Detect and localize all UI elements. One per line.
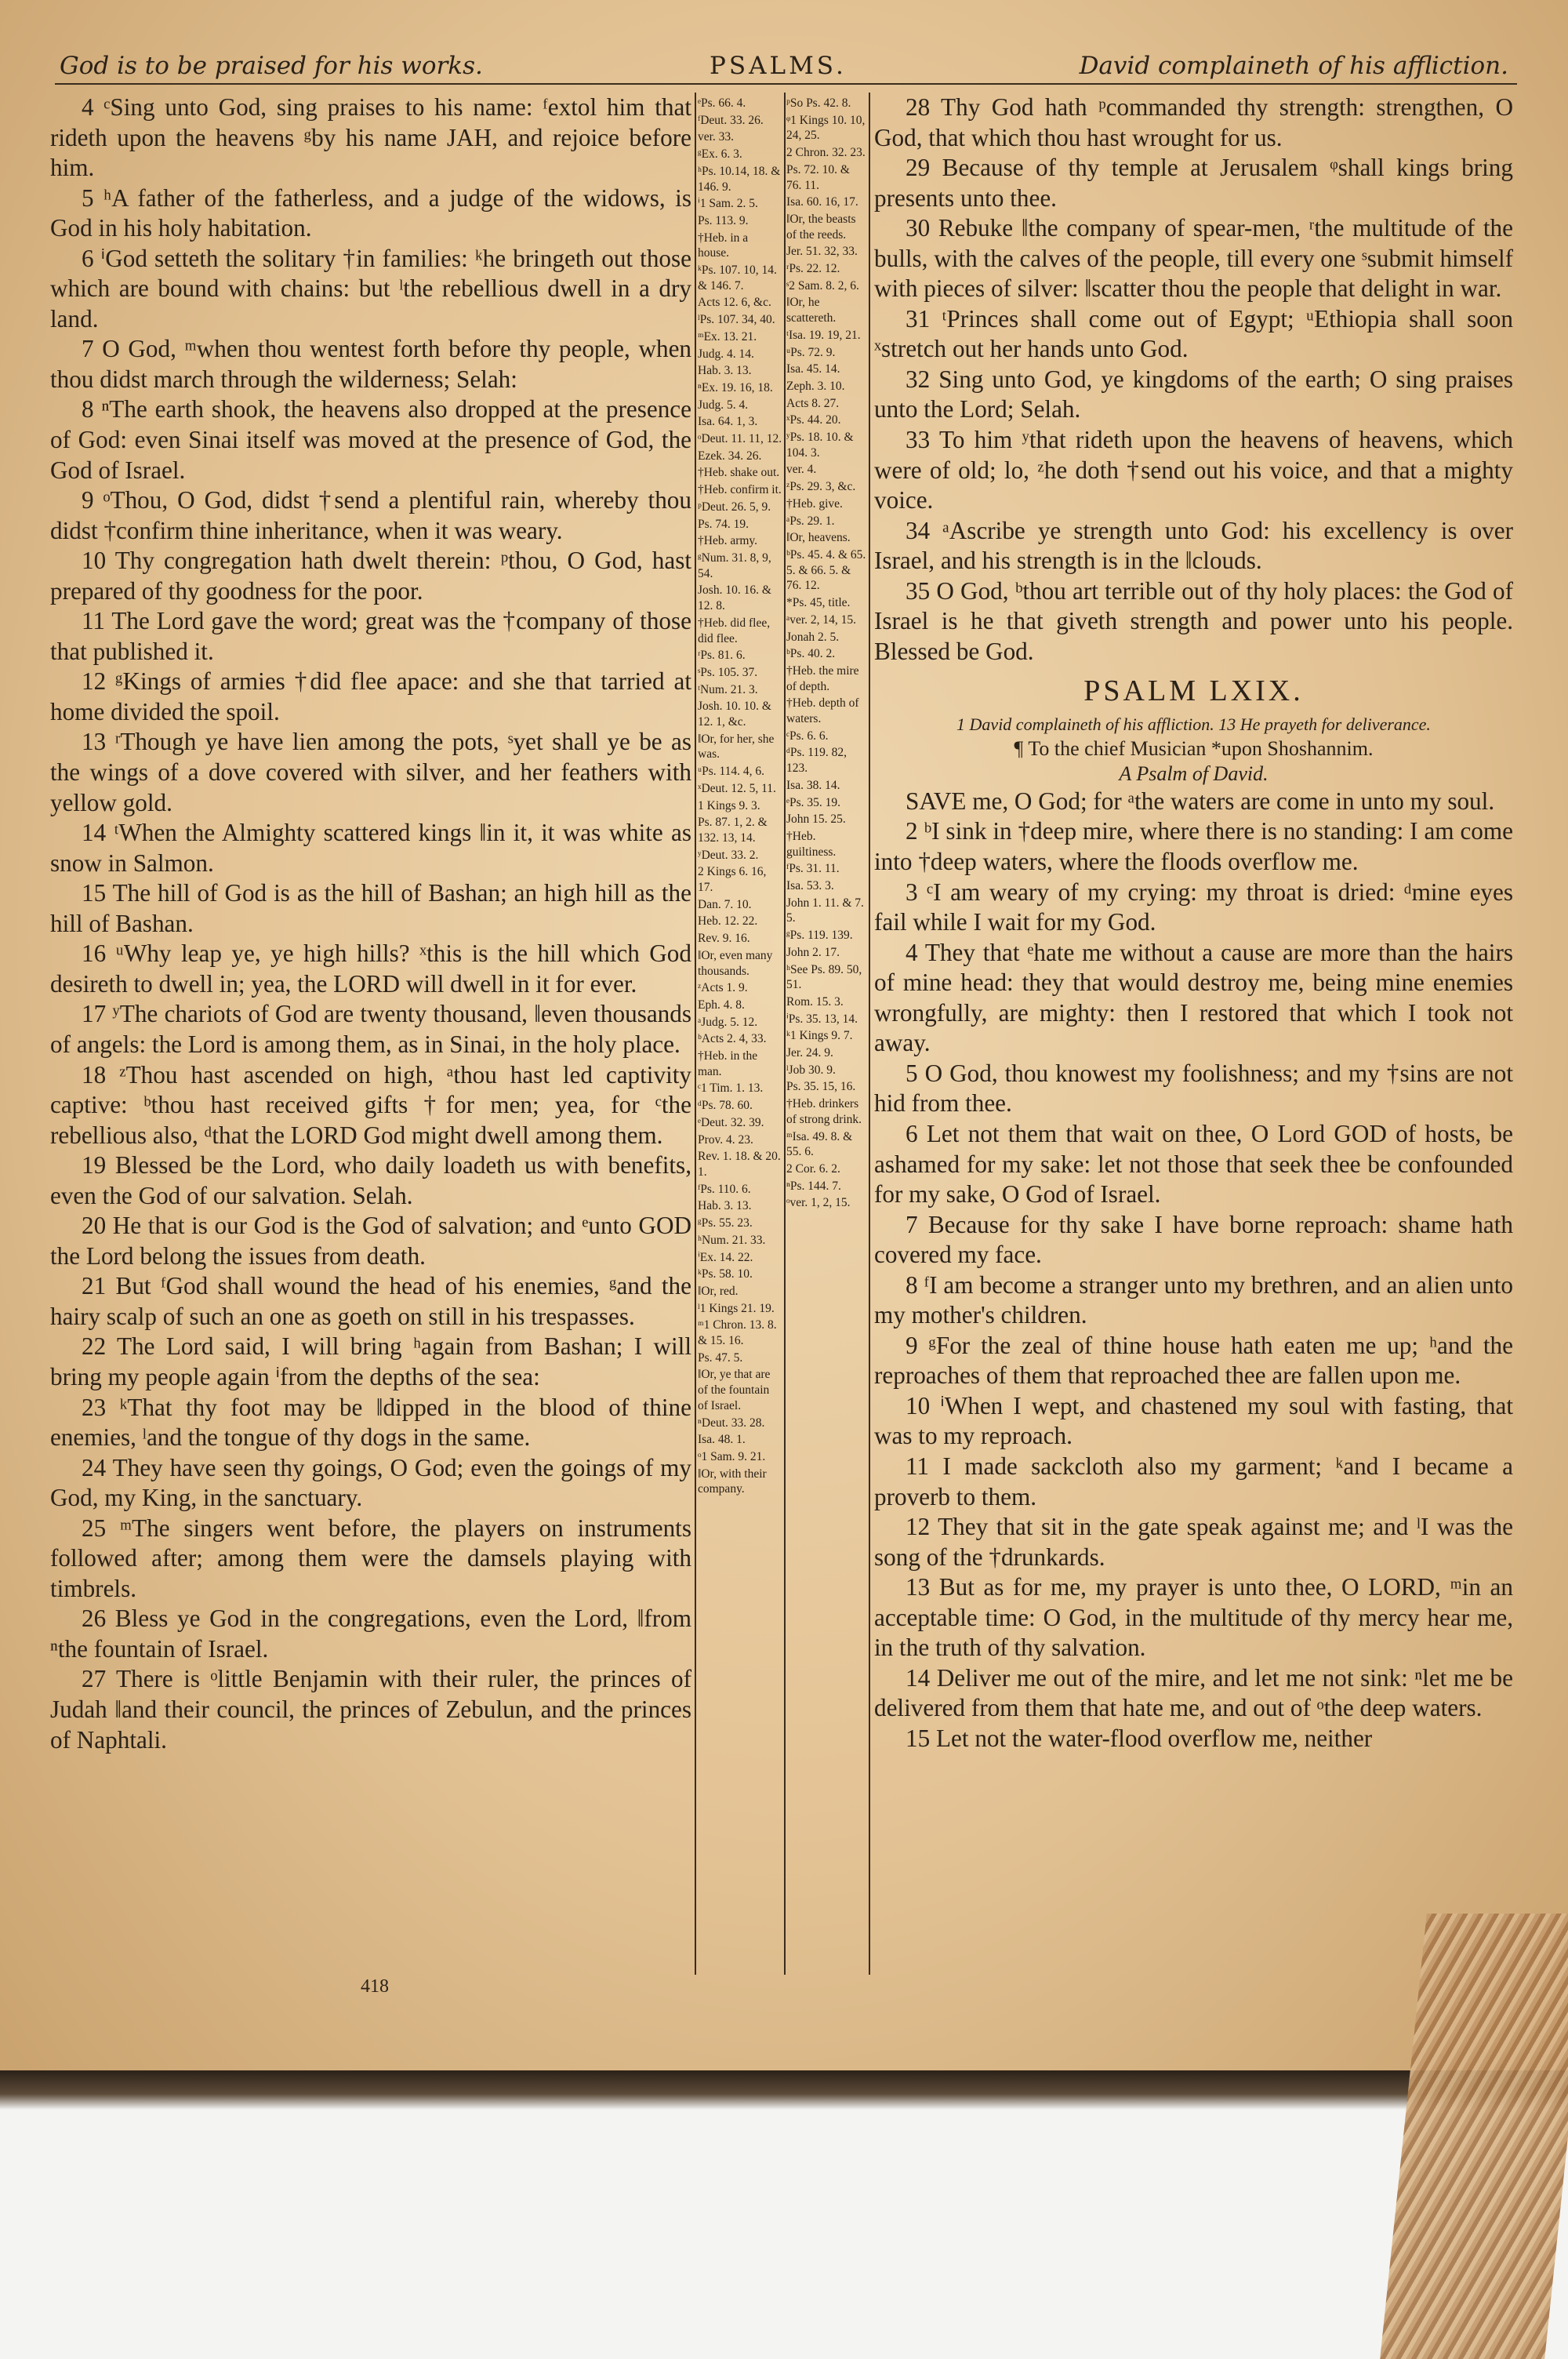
cross-reference: ᵠ1 Kings 10. 10, 24, 25. — [786, 113, 866, 143]
cross-reference: ᵒver. 1, 2, 15. — [786, 1196, 851, 1210]
verse: 31 ᵗPrinces shall come out of Egypt; ᵘEthiopia shall soon ˣstretch out her hands unto God. — [874, 304, 1513, 363]
cross-reference: ‖Or, red. — [698, 1284, 739, 1298]
verse: 19 Blessed be the Lord, who daily loadeth us with benefits, even the God of our salvation. Selah. — [50, 1151, 691, 1209]
cross-reference: 2 Kings 6. 16, 17. — [698, 865, 767, 895]
verse: 14 ᵗWhen the Almighty scattered kings ‖in it, it was white as snow in Salmon. — [50, 819, 691, 877]
cross-reference: Isa. 53. 3. — [786, 879, 834, 893]
cross-reference: ˡ1 Kings 21. 19. — [698, 1301, 775, 1315]
cross-reference: ᵍNum. 31. 8, 9, 54. — [698, 551, 771, 580]
verse: 7 O God, ᵐwhen thou wentest forth before thy people, when thou didst march through the wilderness; Selah: — [50, 335, 691, 393]
cross-reference: Judg. 5. 4. — [698, 398, 749, 412]
cross-reference: 1 Kings 9. 3. — [698, 798, 760, 812]
verse: 8 ᶠI am become a stranger unto my brethren, and an alien unto my mother's children. — [874, 1270, 1513, 1329]
cross-reference: Hab. 3. 13. — [698, 364, 752, 378]
verse: 8 ⁿThe earth shook, the heavens also dropped at the presence of God: even Sinai itself was moved at the presence of God, the God of Israel. — [50, 395, 691, 484]
page-bottom-edge — [0, 2070, 1568, 2110]
cross-reference: ᵏ1 Kings 9. 7. — [786, 1029, 853, 1043]
cross-reference: Rev. 1. 18. & 20. 1. — [698, 1150, 781, 1179]
cross-reference: ˢ2 Sam. 8. 2, 6. — [786, 278, 859, 293]
verse: 3 ᶜI am weary of my crying: my throat is dried: ᵈmine eyes fail while I wait for my God. — [874, 878, 1513, 936]
verse: SAVE me, O God; for ᵃthe waters are come in unto my soul. — [906, 787, 1495, 815]
cross-reference: Jonah 2. 5. — [786, 630, 840, 644]
verse: 11 The Lord gave the word; great was the †company of those that published it. — [50, 607, 691, 665]
cross-reference: ⁿEx. 19. 16, 18. — [698, 380, 773, 394]
cross-reference: ver. 4. — [786, 463, 817, 477]
cross-reference: ᵍEx. 6. 3. — [698, 147, 742, 162]
verse: 17 ʸThe chariots of God are twenty thousand, ‖even thousands of angels: the Lord is among them, as in Sinai, in the holy place. — [50, 1000, 691, 1058]
verse: 13 ʳThough ye have lien among the pots, ˢyet shall ye be as the wings of a dove covered with silver, and her feathers with yellow gold. — [50, 728, 691, 816]
verse: 14 Deliver me out of the mire, and let me not sink: ⁿlet me be delivered from them that hate me, and out of ᵒthe deep waters. — [874, 1663, 1513, 1722]
cross-reference: Rom. 15. 3. — [786, 994, 844, 1009]
verse: 27 There is ᵒlittle Benjamin with their ruler, the princes of Judah ‖and their council, the princes of Zebulun, and the princes of Naphtali. — [50, 1665, 691, 1754]
cross-reference: Ps. 47. 5. — [698, 1350, 743, 1365]
verse: 33 To him ʸthat rideth upon the heavens of heavens, which were of old; lo, ᶻhe doth †send out his voice, and that a mighty voice. — [874, 426, 1513, 514]
verse: 20 He that is our God is the God of salvation; and ᵉunto GOD the Lord belong the issues from death. — [50, 1212, 691, 1270]
verse: 2 ᵇI sink in †deep mire, where there is no standing: I am come into †deep waters, where the floods overflow me. — [874, 817, 1513, 876]
verse: 6 ⁱGod setteth the solitary †in families: ᵏhe bringeth out those which are bound with chains: but ˡthe rebellious dwell in a dry land. — [50, 244, 691, 333]
cross-reference: ᵘPs. 72. 9. — [786, 345, 836, 359]
cross-reference: Isa. 64. 1, 3. — [698, 415, 758, 429]
cross-reference: Judg. 4. 14. — [698, 347, 754, 361]
cross-reference: ver. 33. — [698, 130, 735, 144]
cross-reference: ᵖSo Ps. 42. 8. — [786, 96, 851, 110]
verse: 32 Sing unto God, ye kingdoms of the earth; O sing praises unto the Lord; Selah. — [874, 365, 1513, 423]
cross-reference: ᵐ1 Chron. 13. 8. & 15. 16. — [698, 1318, 777, 1348]
cross-reference: ᵐIsa. 49. 8. & 55. 6. — [786, 1129, 853, 1159]
cross-reference: Jer. 51. 32, 33. — [786, 245, 858, 259]
psalm-68-verses-end — [874, 93, 1513, 667]
cross-reference: ᵇPs. 40. 2. — [786, 647, 836, 661]
cross-reference: ᵒDeut. 11. 11, 12. — [698, 432, 782, 446]
verse: 34 ᵃAscribe ye strength unto God: his excellency is over Israel, and his strength is in the ‖clouds. — [874, 516, 1513, 575]
cross-reference: ᵘPs. 114. 4, 6. — [698, 765, 765, 779]
cross-reference: ᵇActs 2. 4, 33. — [698, 1032, 767, 1046]
cross-reference: ᵏPs. 107. 10, 14. & 146. 7. — [698, 264, 777, 293]
cross-reference: ᵇPs. 45. 4. & 65. 5. & 66. 5. & 76. 12. — [786, 547, 866, 593]
verse: 29 Because of thy temple at Jerusalem ᵠshall kings bring presents unto thee. — [874, 154, 1513, 212]
cross-reference: ˡJob 30. 9. — [786, 1063, 836, 1077]
cross-reference: ᵗIsa. 19. 19, 21. — [786, 328, 861, 342]
cross-reference: Zeph. 3. 10. — [786, 379, 845, 393]
cross-reference: ᶻPs. 29. 3, &c. — [786, 480, 856, 494]
verse: 4 ᶜSing unto God, sing praises to his name: ᶠextol him that rideth upon the heavens ᵍby his name JAH, and rejoice before him. — [50, 93, 691, 182]
cross-reference: Ps. 113. 9. — [698, 213, 749, 227]
cross-reference: *Ps. 45, title. — [786, 596, 851, 610]
cross-reference: ᵏPs. 58. 10. — [698, 1267, 753, 1281]
verse: 7 Because for thy sake I have borne reproach: shame hath covered my face. — [874, 1210, 1513, 1269]
cross-reference: ʰSee Ps. 89. 50, 51. — [786, 962, 862, 992]
left-text-column — [50, 93, 691, 1755]
cross-reference: Isa. 45. 14. — [786, 362, 840, 376]
cross-reference: ˣDeut. 12. 5, 11. — [698, 781, 776, 795]
cross-reference: ᶠDeut. 33. 26. — [698, 113, 764, 127]
cross-reference: ʳPs. 81. 6. — [698, 649, 746, 663]
cross-reference: ᵉPs. 35. 19. — [786, 795, 841, 809]
verse: 12 ᵍKings of armies †did flee apace: and she that tarried at home divided the spoil. — [50, 667, 691, 725]
cross-references-column-b — [786, 96, 866, 1212]
verse: 15 The hill of God is as the hill of Bashan; an high hill as the hill of Bashan. — [50, 879, 691, 937]
cross-reference: ‖Or, he scattereth. — [786, 296, 837, 325]
psalm-title: PSALM LXIX. — [1083, 674, 1304, 708]
psalm-69-verses — [874, 787, 1513, 1754]
cross-reference: ᵉPs. 66. 4. — [698, 96, 746, 110]
verse: 28 Thy God hath ᵖcommanded thy strength: strengthen, O God, that which thou hast wrought for us. — [874, 93, 1513, 151]
verse: 10 Thy congregation hath dwelt therein: ᵖthou, O God, hast prepared of thy goodness for the poor. — [50, 547, 691, 605]
cross-reference: ᵃJudg. 5. 12. — [698, 1015, 758, 1029]
cross-reference: ⁱEx. 14. 22. — [698, 1250, 753, 1264]
verse: 18 ᶻThou hast ascended on high, ᵃthou hast led captivity captive: ᵇthou hast received gifts †for men; yea, for ᶜthe rebellious also, ᵈthat the LORD God might dwell among them. — [50, 1060, 691, 1149]
psalm-attribution: A Psalm of David. — [1119, 761, 1269, 785]
cross-references-column-a — [698, 96, 782, 1499]
cross-reference: Ps. 74. 19. — [698, 517, 750, 531]
cross-reference: Ezek. 34. 26. — [698, 449, 762, 463]
verse: 23 ᵏThat thy foot may be ‖dipped in the blood of thine enemies, ˡand the tongue of thy dogs in the same. — [50, 1393, 691, 1452]
cross-reference: †Heb. in a house. — [698, 231, 749, 260]
cross-reference: ᵗNum. 21. 3. — [698, 682, 758, 696]
cross-reference: Eph. 4. 8. — [698, 998, 745, 1012]
verse: 9 ᵍFor the zeal of thine house hath eaten me up; ʰand the reproaches of them that reproached thee are fallen upon me. — [874, 1331, 1513, 1390]
verse: 9 ᵒThou, O God, didst †send a plentiful rain, whereby thou didst †confirm thine inheritance, when it was weary. — [50, 486, 691, 544]
cross-reference: ‖Or, the beasts of the reeds. — [786, 212, 856, 242]
cross-reference: †Heb. in the man. — [698, 1049, 758, 1078]
cross-reference: †Heb. confirm it. — [698, 483, 782, 497]
cross-reference: ⁿDeut. 33. 28. — [698, 1416, 765, 1430]
cross-reference: John 15. 25. — [786, 812, 846, 827]
verse: 10 ⁱWhen I wept, and chastened my soul with fasting, that was to my reproach. — [874, 1391, 1513, 1450]
cross-reference: Acts 8. 27. — [786, 396, 840, 410]
cross-reference: ᵃPs. 29. 1. — [786, 514, 835, 528]
cross-reference: ᵉDeut. 32. 39. — [698, 1115, 764, 1129]
cross-reference: ᶠPs. 31. 11. — [786, 862, 840, 876]
verse: 30 Rebuke ‖the company of spear-men, ʳthe multitude of the bulls, with the calves of the people, till every one ˢsubmit himself with pieces of silver: ‖scatter thou the people that delight in war. — [874, 214, 1513, 303]
running-head-center: PSALMS. — [710, 52, 847, 80]
verse: 11 I made sackcloth also my garment; ᵏand I became a proverb to them. — [874, 1452, 1513, 1510]
cross-reference: Dan. 7. 10. — [698, 897, 752, 911]
column-divider-right — [869, 93, 870, 1975]
cross-reference: ‖Or, even many thousands. — [698, 948, 773, 978]
cross-reference: 2 Cor. 6. 2. — [786, 1162, 840, 1176]
cross-reference: John 1. 11. & 7. 5. — [786, 896, 864, 925]
cross-reference: ʰNum. 21. 33. — [698, 1233, 766, 1247]
verse: 12 They that sit in the gate speak against me; and ˡI was the song of the †drunkards. — [874, 1513, 1513, 1571]
cross-reference: ʸPs. 18. 10. & 104. 3. — [786, 431, 854, 460]
cross-reference: Ps. 35. 15, 16. — [786, 1080, 856, 1094]
cross-reference: †Heb. did flee, did flee. — [698, 616, 771, 645]
verse: 5 ʰA father of the fatherless, and a judge of the widows, is God in his holy habitation. — [50, 184, 691, 242]
verse: 4 They that ᵉhate me without a cause are more than the hairs of mine head: they that would destroy me, being mine enemies wrongfully, are mighty: then I restored that which I took not away. — [874, 938, 1513, 1057]
cross-reference: ⁱPs. 35. 13, 14. — [786, 1012, 858, 1026]
cross-reference: Prov. 4. 23. — [698, 1132, 753, 1147]
cross-reference: ˣPs. 44. 20. — [786, 413, 841, 427]
page-number: 418 — [361, 1976, 389, 1997]
column-divider-middle — [784, 93, 786, 1975]
cross-reference: ‖Or, for her, she was. — [698, 732, 775, 761]
cross-reference: John 2. 17. — [786, 945, 840, 959]
column-divider-left — [695, 93, 696, 1975]
cross-reference: ᵃver. 2, 14, 15. — [786, 612, 857, 627]
verse: 5 O God, thou knowest my foolishness; and my †sins are not hid from thee. — [874, 1059, 1513, 1118]
cross-reference: †Heb. shake out. — [698, 466, 780, 480]
right-text-column — [874, 93, 1513, 1754]
cross-reference: †Heb. drinkers of strong drink. — [786, 1097, 862, 1126]
verse: 21 But ᶠGod shall wound the head of his enemies, ᵍand the hairy scalp of such an one as goeth on still in his trespasses. — [50, 1272, 691, 1330]
verse: 16 ᵘWhy leap ye, ye high hills? ˣthis is the hill which God desireth to dwell in; yea, the LORD will dwell in it for ever. — [50, 940, 691, 998]
running-head-right: David complaineth of his affliction. — [1079, 52, 1508, 80]
cross-reference: Hab. 3. 13. — [698, 1199, 752, 1213]
cross-reference: ⁱ1 Sam. 2. 5. — [698, 197, 758, 211]
cross-reference: Heb. 12. 22. — [698, 914, 758, 929]
cross-reference: †Heb. give. — [786, 496, 843, 511]
cross-reference: ᵍPs. 55. 23. — [698, 1216, 753, 1230]
cross-reference: ʰPs. 10.14, 18. & 146. 9. — [698, 164, 781, 194]
cross-reference: ‖Or, with their company. — [698, 1467, 767, 1496]
cross-reference: Isa. 38. 14. — [786, 778, 840, 792]
cross-reference: ᵒ1 Sam. 9. 21. — [698, 1449, 766, 1463]
cross-reference: ⁿPs. 144. 7. — [786, 1179, 841, 1193]
cross-reference: ‖Or, ye that are of the fountain of Israel. — [698, 1368, 771, 1412]
cross-reference: ᶜPs. 6. 6. — [786, 729, 829, 743]
verse: 6 Let not them that wait on thee, O Lord GOD of hosts, be ashamed for my sake: let not those that seek thee be confounded for my sake, O God of Israel. — [874, 1119, 1513, 1209]
cross-reference: †Heb. the mire of depth. — [786, 663, 859, 693]
header-rule — [55, 83, 1517, 85]
psalm-superscription: ¶ To the chief Musician *upon Shoshannim. — [1014, 736, 1374, 760]
verse: 35 O God, ᵇthou art terrible out of thy holy places: the God of Israel is he that giveth strength and power unto his people. Blessed be God. — [874, 576, 1513, 665]
cross-reference: ᵐEx. 13. 21. — [698, 329, 757, 343]
verse: 22 The Lord said, I will bring ʰagain from Bashan; I will bring my people again ⁱfrom the depths of the sea: — [50, 1332, 691, 1390]
cross-reference: ᵈPs. 78. 60. — [698, 1099, 753, 1113]
cross-reference: ᶠPs. 110. 6. — [698, 1182, 751, 1196]
cross-reference: Josh. 10. 16. & 12. 8. — [698, 583, 771, 613]
cross-reference: Rev. 9. 16. — [698, 932, 750, 946]
cross-reference: Isa. 60. 16, 17. — [786, 195, 858, 209]
cross-reference: 2 Chron. 32. 23. — [786, 146, 866, 160]
cross-reference: Isa. 48. 1. — [698, 1433, 746, 1447]
cross-reference: ᶜ1 Tim. 1. 13. — [698, 1081, 764, 1096]
cross-reference: Ps. 72. 10. & 76. 11. — [786, 162, 850, 192]
cross-reference: ᵍPs. 119. 139. — [786, 929, 853, 943]
cross-reference: ‖Or, heavens. — [786, 531, 851, 545]
cross-reference: Jer. 24. 9. — [786, 1046, 833, 1060]
cross-reference: Josh. 10. 10. & 12. 1, &c. — [698, 700, 771, 729]
cross-reference: ʸDeut. 33. 2. — [698, 848, 759, 862]
verse: 25 ᵐThe singers went before, the players on instruments followed after; among them were the damsels playing with timbrels. — [50, 1514, 691, 1602]
cross-reference: ᵖDeut. 26. 5, 9. — [698, 500, 771, 514]
psalm-summary: 1 David complaineth of his affliction. 13 He prayeth for deliverance. — [956, 714, 1431, 734]
running-head-left: God is to be praised for his works. — [60, 52, 483, 80]
cross-reference: †Heb. army. — [698, 534, 758, 548]
cross-reference: Acts 12. 6, &c. — [698, 296, 771, 310]
cross-reference: ᶻActs 1. 9. — [698, 981, 748, 995]
verse: 26 Bless ye God in the congregations, even the Lord, ‖from ⁿthe fountain of Israel. — [50, 1605, 691, 1663]
cross-reference: Ps. 87. 1, 2. & 132. 13, 14. — [698, 816, 768, 845]
cross-reference: ˡPs. 107. 34, 40. — [698, 313, 775, 327]
cross-reference: ˢPs. 105. 37. — [698, 665, 758, 679]
cross-reference: ᵈPs. 119. 82, 123. — [786, 746, 848, 776]
cross-reference: †Heb. guiltiness. — [786, 829, 837, 859]
cross-reference: ʳPs. 22. 12. — [786, 262, 840, 276]
verse: 13 But as for me, my prayer is unto thee, O LORD, ᵐin an acceptable time: O God, in the multitude of thy mercy hear me, in the truth of thy salvation. — [874, 1573, 1513, 1662]
verse: 24 They have seen thy goings, O God; even the goings of my God, my King, in the sanctuary. — [50, 1453, 691, 1512]
verse: 15 Let not the water-flood overflow me, neither — [906, 1724, 1373, 1752]
cross-reference: †Heb. depth of waters. — [786, 696, 859, 726]
